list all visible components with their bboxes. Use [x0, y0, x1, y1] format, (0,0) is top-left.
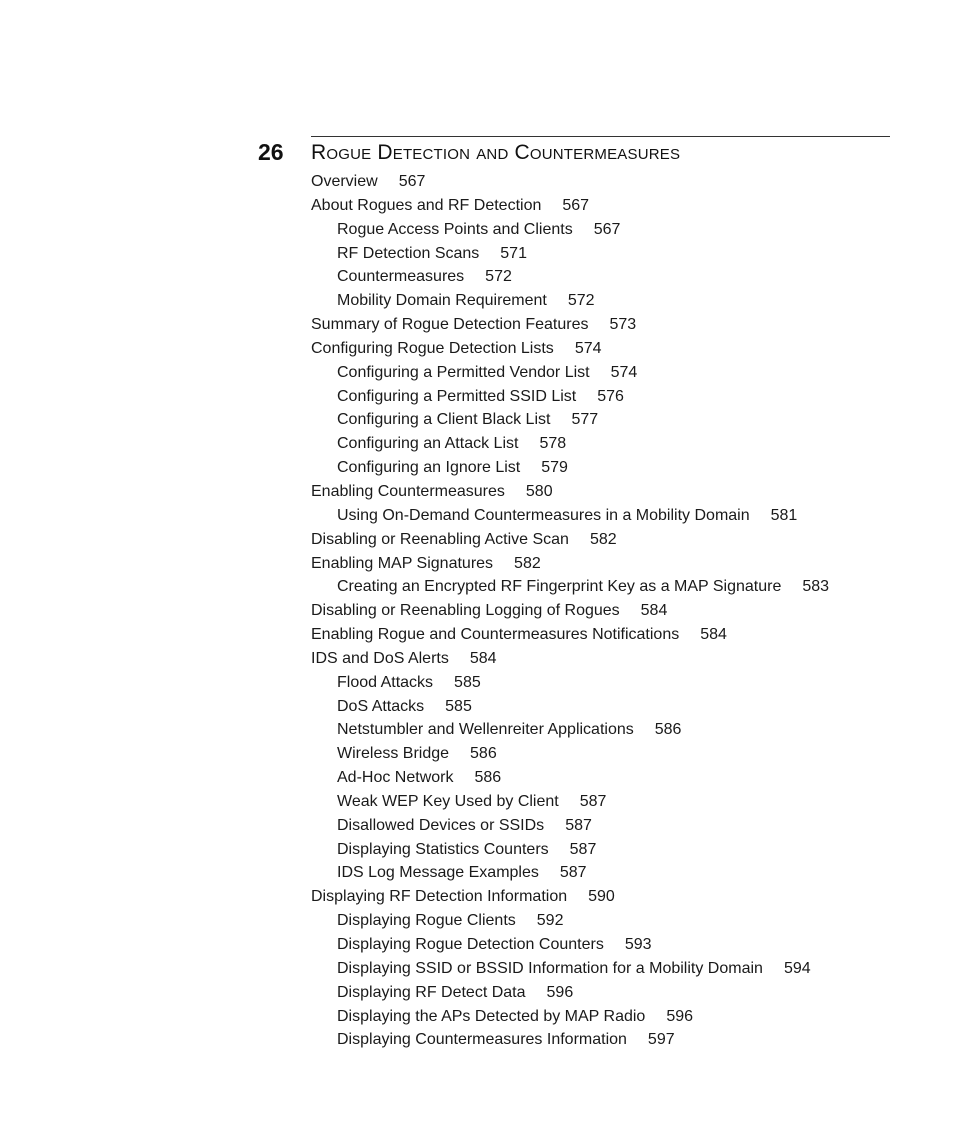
toc-entry-page: 573: [609, 316, 637, 334]
toc-entry-page: 582: [514, 554, 541, 572]
toc-entry-title: About Rogues and RF Detection: [311, 196, 542, 214]
toc-entry-page: 576: [597, 387, 624, 405]
toc-entry: [311, 838, 911, 862]
toc-entry: [311, 909, 911, 933]
toc-entry-page: 586: [474, 769, 502, 787]
toc-entry-page: 572: [485, 268, 512, 286]
toc-entry-page: 581: [770, 506, 798, 524]
toc-entry-page: 590: [588, 888, 615, 906]
toc-entry: [311, 981, 911, 1005]
toc-entry: [311, 885, 911, 909]
toc-entry-page: 592: [536, 912, 564, 930]
toc-entry-page: 580: [525, 482, 553, 500]
toc-entry-page: 577: [571, 411, 599, 429]
chapter-rule: [311, 136, 890, 137]
toc-entry: [311, 814, 911, 838]
toc-entry: [311, 337, 911, 361]
toc-entry: [311, 528, 911, 552]
toc-entry: [311, 957, 911, 981]
toc-entry-page: 584: [469, 649, 497, 667]
toc-entry-page: 586: [470, 745, 497, 763]
toc-entry: [311, 575, 911, 599]
toc-entry: [311, 671, 911, 695]
toc-entry-title: Configuring a Permitted SSID List: [337, 387, 577, 405]
toc-entry-page: 587: [559, 864, 587, 882]
toc-entry-title: RF Detection Scans: [337, 244, 480, 262]
toc-entry: [311, 766, 911, 790]
toc-entry-page: 579: [541, 459, 568, 477]
toc-entry-title: Enabling MAP Signatures: [311, 554, 494, 572]
toc-entry-page: 587: [565, 816, 592, 834]
toc-entry-title: Flood Attacks: [337, 673, 434, 691]
toc-entry: [311, 289, 911, 313]
toc-entry-title: Mobility Domain Requirement: [337, 292, 547, 310]
toc-entry-title: IDS Log Message Examples: [337, 864, 539, 882]
toc-entry-page: 587: [579, 792, 607, 810]
toc-entry: [311, 480, 911, 504]
toc-entry: [311, 742, 911, 766]
table-of-contents: [311, 170, 911, 1052]
toc-entry: [311, 265, 911, 289]
toc-entry-title: Configuring an Attack List: [337, 435, 519, 453]
toc-entry-page: 594: [783, 959, 811, 977]
toc-entry-page: 582: [589, 530, 617, 548]
toc-entry: [311, 1028, 911, 1052]
toc-entry-title: Creating an Encrypted RF Fingerprint Key as a MAP Signature: [337, 578, 782, 596]
toc-entry: [311, 599, 911, 623]
toc-entry: [311, 790, 911, 814]
toc-entry: [311, 718, 911, 742]
toc-entry-title: Configuring an Ignore List: [337, 459, 521, 477]
toc-entry-title: Configuring a Client Black List: [337, 411, 551, 429]
toc-entry: [311, 432, 911, 456]
toc-entry-page: 585: [454, 673, 481, 691]
toc-entry-title: Netstumbler and Wellenreiter Applications: [337, 721, 634, 739]
toc-entry-page: 574: [610, 363, 638, 381]
toc-entry-page: 587: [569, 840, 597, 858]
chapter-title: Rogue Detection and Countermeasures: [311, 141, 681, 164]
toc-entry: [311, 456, 911, 480]
toc-entry: [311, 385, 911, 409]
toc-entry-page: 571: [500, 244, 527, 262]
toc-entry-page: 583: [802, 578, 830, 596]
toc-entry-title: Overview: [311, 173, 378, 190]
toc-entry-title: Displaying the APs Detected by MAP Radio: [337, 1007, 646, 1025]
toc-entry-title: Displaying Countermeasures Information: [337, 1031, 627, 1049]
toc-entry-title: Wireless Bridge: [337, 745, 450, 763]
toc-entry-title: Disallowed Devices or SSIDs: [337, 816, 545, 834]
toc-entry-title: Displaying Statistics Counters: [337, 840, 549, 858]
toc-entry-page: 584: [700, 626, 727, 644]
toc-entry: [311, 242, 911, 266]
toc-entry-title: Enabling Rogue and Countermeasures Notifications: [311, 626, 680, 644]
toc-entry-title: Configuring a Permitted Vendor List: [337, 363, 590, 381]
toc-entry-title: Displaying SSID or BSSID Information for a Mobility Domain: [337, 959, 763, 977]
toc-entry: [311, 170, 911, 194]
toc-entry: [311, 552, 911, 576]
toc-entry-title: Summary of Rogue Detection Features: [311, 316, 589, 334]
toc-entry-page: 567: [562, 196, 590, 214]
toc-entry: [311, 313, 911, 337]
toc-entry-title: Using On-Demand Countermeasures in a Mobility Domain: [337, 506, 750, 524]
toc-entry-title: Displaying RF Detect Data: [337, 983, 526, 1001]
toc-entry-title: Weak WEP Key Used by Client: [337, 792, 559, 810]
toc-entry: [311, 504, 911, 528]
toc-entry: [311, 408, 911, 432]
toc-entry-title: DoS Attacks: [337, 697, 425, 715]
toc-entry-title: Disabling or Reenabling Active Scan: [311, 530, 569, 548]
toc-entry-page: 567: [593, 220, 621, 238]
toc-entry-page: 584: [640, 602, 668, 620]
toc-entry-page: 574: [574, 339, 602, 357]
toc-entry: [311, 623, 911, 647]
toc-entry: [311, 218, 911, 242]
toc-entry-page: 596: [546, 983, 574, 1001]
toc-entry: [311, 194, 911, 218]
toc-entry-page: 593: [624, 936, 652, 953]
toc-entry: [311, 647, 911, 671]
toc-entry-page: 578: [539, 435, 567, 453]
toc-entry-page: 586: [654, 721, 682, 739]
toc-entry-title: Displaying Rogue Clients: [337, 912, 516, 930]
toc-entry: [311, 861, 911, 885]
toc-entry-title: Enabling Countermeasures: [311, 482, 505, 500]
toc-entry-page: 572: [567, 292, 595, 310]
toc-entry-page: 585: [445, 697, 472, 715]
toc-entry: [311, 1005, 911, 1029]
toc-entry-title: Disabling or Reenabling Logging of Rogues: [311, 602, 620, 620]
toc-entry-title: Rogue Access Points and Clients: [337, 220, 573, 238]
toc-entry: [311, 695, 911, 719]
toc-entry: [311, 933, 911, 957]
toc-entry-page: 597: [647, 1031, 675, 1049]
toc-entry-title: Ad-Hoc Network: [337, 769, 454, 787]
toc-entry-page: 596: [666, 1007, 694, 1025]
toc-entry-title: Countermeasures: [337, 268, 465, 286]
toc-entry-title: Displaying Rogue Detection Counters: [337, 936, 604, 953]
chapter-number: 26: [258, 139, 284, 165]
toc-entry-title: Configuring Rogue Detection Lists: [311, 339, 554, 357]
toc-entry-page: 567: [398, 173, 426, 190]
toc-entry-title: Displaying RF Detection Information: [311, 888, 568, 906]
toc-entry-title: IDS and DoS Alerts: [311, 649, 449, 667]
toc-entry: [311, 361, 911, 385]
